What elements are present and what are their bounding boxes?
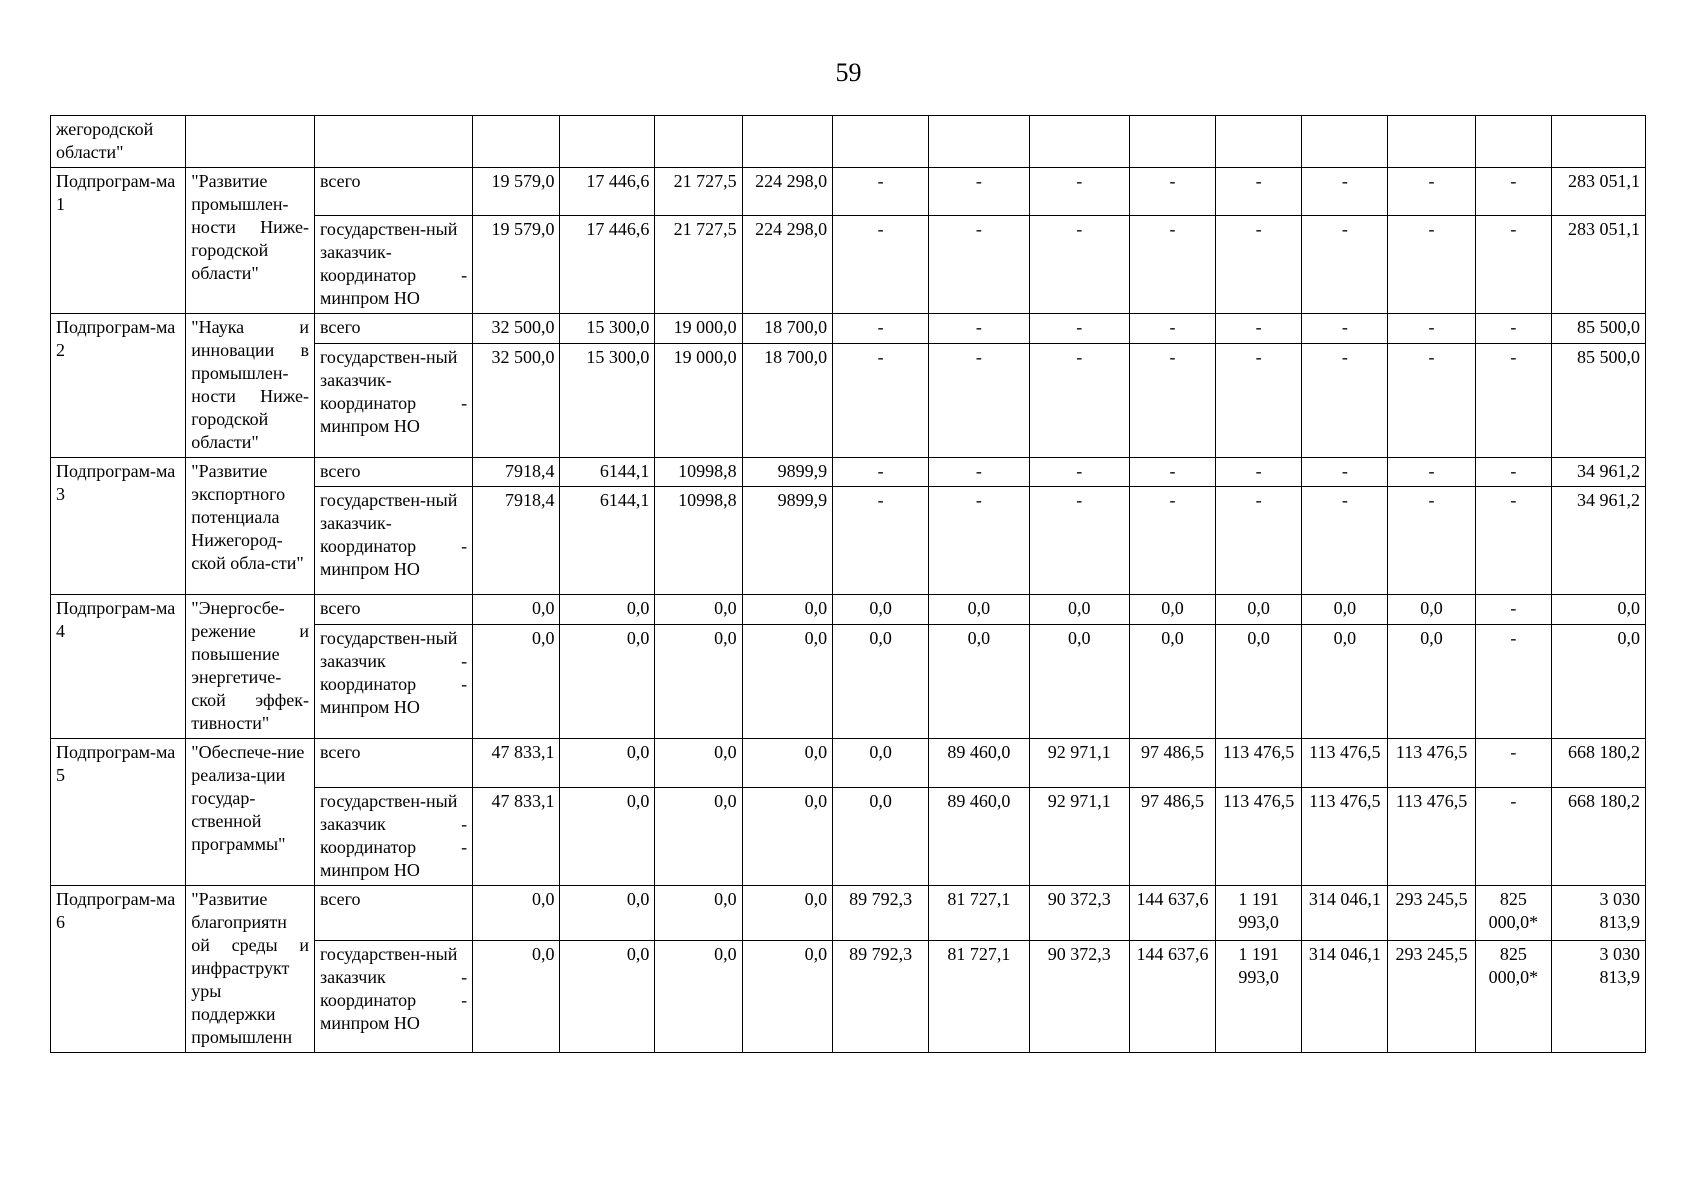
value-cell: - — [1029, 168, 1129, 216]
total-cell: 283 051,1 — [1552, 216, 1646, 314]
value-cell: 224 298,0 — [742, 168, 833, 216]
value-cell: 224 298,0 — [742, 216, 833, 314]
value-cell: - — [833, 314, 929, 344]
value-cell: - — [929, 458, 1029, 487]
value-cell: 0,0 — [560, 886, 655, 941]
continuation-row — [51, 116, 1646, 168]
value-cell: 0,0 — [833, 788, 929, 886]
total-cell: 668 180,2 — [1552, 739, 1646, 788]
value-cell: 0,0 — [833, 739, 929, 788]
value-cell: 0,0 — [473, 940, 560, 1052]
value-cell: - — [1302, 344, 1388, 458]
value-cell: 113 476,5 — [1302, 788, 1388, 886]
total-cell: 0,0 — [1552, 625, 1646, 739]
program-name-tail: жегородской области" — [51, 116, 186, 168]
subprogram-label: Подпрограм-ма 3 — [51, 458, 186, 595]
value-cell: - — [1216, 314, 1302, 344]
value-cell: 47 833,1 — [473, 788, 560, 886]
value-cell: 89 792,3 — [833, 940, 929, 1052]
value-cell: 90 372,3 — [1029, 886, 1129, 941]
subprogram-total-row — [51, 314, 1646, 344]
value-cell: 0,0 — [1388, 595, 1475, 625]
subprogram-name: "Обеспече-ние реализа-ции государ-ственной программы" — [186, 739, 315, 886]
value-cell: 19 000,0 — [655, 314, 742, 344]
value-cell: 19 000,0 — [655, 344, 742, 458]
value-cell: - — [1475, 168, 1551, 216]
value-cell: 6144,1 — [560, 487, 655, 595]
value-cell: - — [1129, 487, 1215, 595]
value-cell: - — [833, 344, 929, 458]
value-cell: 0,0 — [560, 595, 655, 625]
total-cell: 283 051,1 — [1552, 168, 1646, 216]
row-kind-customer: государствен-ный заказчик - координатор - минпром НО — [315, 940, 473, 1052]
value-cell: 0,0 — [1302, 595, 1388, 625]
subprogram-total-row — [51, 458, 1646, 487]
value-cell: - — [1216, 168, 1302, 216]
value-cell: 19 579,0 — [473, 168, 560, 216]
value-cell: 92 971,1 — [1029, 739, 1129, 788]
value-cell: 1 191 993,0 — [1216, 940, 1302, 1052]
value-cell: - — [929, 216, 1029, 314]
value-cell: 113 476,5 — [1388, 788, 1475, 886]
value-cell: - — [1388, 168, 1475, 216]
budget-table — [50, 115, 1646, 1053]
row-kind-total: всего — [315, 595, 473, 625]
value-cell: 0,0 — [560, 788, 655, 886]
value-cell: - — [1302, 168, 1388, 216]
value-cell: - — [1129, 314, 1215, 344]
value-cell: 92 971,1 — [1029, 788, 1129, 886]
value-cell: 0,0 — [1216, 625, 1302, 739]
value-cell: 0,0 — [742, 886, 833, 941]
value-cell: 113 476,5 — [1302, 739, 1388, 788]
value-cell: - — [1029, 458, 1129, 487]
value-cell: 293 245,5 — [1388, 940, 1475, 1052]
subprogram-total-row — [51, 739, 1646, 788]
value-cell: 9899,9 — [742, 458, 833, 487]
subprogram-name: "Развитие промышлен-ности Ниже-городской области" — [186, 168, 315, 314]
value-cell: - — [1129, 344, 1215, 458]
value-cell: - — [1216, 344, 1302, 458]
value-cell: 0,0 — [655, 886, 742, 941]
row-kind-customer: государствен-ный заказчик-координатор - минпром НО — [315, 487, 473, 595]
value-cell: 0,0 — [560, 739, 655, 788]
row-kind-customer: государствен-ный заказчик - координатор - минпром НО — [315, 788, 473, 886]
total-cell: 0,0 — [1552, 595, 1646, 625]
subprogram-label: Подпрограм-ма 6 — [51, 886, 186, 1053]
value-cell: - — [1216, 458, 1302, 487]
value-cell: 21 727,5 — [655, 216, 742, 314]
total-cell: 34 961,2 — [1552, 458, 1646, 487]
value-cell: 0,0 — [473, 595, 560, 625]
value-cell: 0,0 — [833, 595, 929, 625]
subprogram-total-row — [51, 168, 1646, 216]
subprogram-label: Подпрограм-ма 5 — [51, 739, 186, 886]
value-cell: 10998,8 — [655, 487, 742, 595]
value-cell: - — [1475, 595, 1551, 625]
value-cell: - — [833, 487, 929, 595]
value-cell: - — [1216, 487, 1302, 595]
value-cell: 97 486,5 — [1129, 739, 1215, 788]
value-cell: 0,0 — [655, 739, 742, 788]
value-cell: 81 727,1 — [929, 886, 1029, 941]
value-cell: 825 000,0* — [1475, 886, 1551, 941]
value-cell: - — [1475, 344, 1551, 458]
value-cell: 293 245,5 — [1388, 886, 1475, 941]
row-kind-customer: государствен-ный заказчик-координатор - минпром НО — [315, 216, 473, 314]
value-cell: - — [1302, 458, 1388, 487]
value-cell: 0,0 — [742, 739, 833, 788]
row-kind-total: всего — [315, 314, 473, 344]
total-cell: 85 500,0 — [1552, 314, 1646, 344]
value-cell: 0,0 — [1388, 625, 1475, 739]
value-cell: - — [1388, 216, 1475, 314]
value-cell: 0,0 — [1129, 595, 1215, 625]
value-cell: 21 727,5 — [655, 168, 742, 216]
row-kind-total: всего — [315, 739, 473, 788]
value-cell: 0,0 — [742, 625, 833, 739]
value-cell: - — [1029, 314, 1129, 344]
value-cell: 6144,1 — [560, 458, 655, 487]
row-kind-customer: государствен-ный заказчик-координатор - минпром НО — [315, 344, 473, 458]
subprogram-name: "Развитие благоприятн ой среды и инфраструкт уры поддержки промышленн — [186, 886, 315, 1053]
value-cell: 0,0 — [1216, 595, 1302, 625]
total-cell: 668 180,2 — [1552, 788, 1646, 886]
value-cell: 314 046,1 — [1302, 940, 1388, 1052]
value-cell: 0,0 — [655, 940, 742, 1052]
value-cell: - — [1388, 487, 1475, 595]
value-cell: - — [1475, 458, 1551, 487]
value-cell: - — [1029, 344, 1129, 458]
value-cell: 7918,4 — [473, 458, 560, 487]
value-cell: 90 372,3 — [1029, 940, 1129, 1052]
value-cell: - — [1029, 216, 1129, 314]
value-cell: 17 446,6 — [560, 216, 655, 314]
value-cell: 113 476,5 — [1388, 739, 1475, 788]
value-cell: 81 727,1 — [929, 940, 1029, 1052]
value-cell: - — [929, 168, 1029, 216]
value-cell: 15 300,0 — [560, 344, 655, 458]
value-cell: 19 579,0 — [473, 216, 560, 314]
value-cell: - — [1475, 216, 1551, 314]
total-cell: 85 500,0 — [1552, 344, 1646, 458]
row-kind-total: всего — [315, 458, 473, 487]
value-cell: - — [1302, 216, 1388, 314]
value-cell: 0,0 — [1129, 625, 1215, 739]
total-cell: 3 030 813,9 — [1552, 886, 1646, 941]
value-cell: 0,0 — [655, 595, 742, 625]
value-cell: - — [1475, 625, 1551, 739]
value-cell: 1 191 993,0 — [1216, 886, 1302, 941]
value-cell: - — [1475, 487, 1551, 595]
row-kind-customer: государствен-ный заказчик - координатор - минпром НО — [315, 625, 473, 739]
value-cell: - — [1216, 216, 1302, 314]
value-cell: - — [833, 216, 929, 314]
value-cell: - — [1388, 314, 1475, 344]
value-cell: 144 637,6 — [1129, 886, 1215, 941]
subprogram-name: "Энергосбе-режение и повышение энергетиче-ской эффек-тивности" — [186, 595, 315, 739]
value-cell: - — [833, 168, 929, 216]
page-number: 59 — [835, 58, 862, 87]
value-cell: 144 637,6 — [1129, 940, 1215, 1052]
value-cell: - — [1129, 458, 1215, 487]
value-cell: 32 500,0 — [473, 344, 560, 458]
value-cell: - — [929, 487, 1029, 595]
value-cell: 10998,8 — [655, 458, 742, 487]
total-cell: 34 961,2 — [1552, 487, 1646, 595]
value-cell: - — [833, 458, 929, 487]
value-cell: - — [929, 314, 1029, 344]
subprogram-label: Подпрограм-ма 2 — [51, 314, 186, 458]
value-cell: - — [929, 344, 1029, 458]
subprogram-label: Подпрограм-ма 1 — [51, 168, 186, 314]
value-cell: 97 486,5 — [1129, 788, 1215, 886]
value-cell: 15 300,0 — [560, 314, 655, 344]
value-cell: - — [1388, 458, 1475, 487]
value-cell: 0,0 — [655, 625, 742, 739]
value-cell: 0,0 — [742, 595, 833, 625]
value-cell: 47 833,1 — [473, 739, 560, 788]
value-cell: - — [1475, 314, 1551, 344]
value-cell: - — [1475, 788, 1551, 886]
row-kind-total: всего — [315, 168, 473, 216]
value-cell: - — [1129, 168, 1215, 216]
value-cell: - — [1029, 487, 1129, 595]
value-cell: - — [1302, 314, 1388, 344]
value-cell: 0,0 — [929, 595, 1029, 625]
value-cell: 113 476,5 — [1216, 788, 1302, 886]
value-cell: 32 500,0 — [473, 314, 560, 344]
value-cell: 0,0 — [742, 940, 833, 1052]
subprogram-name: "Развитие экспортного потенциала Нижегород-ской обла-сти" — [186, 458, 315, 595]
total-cell: 3 030 813,9 — [1552, 940, 1646, 1052]
value-cell: 18 700,0 — [742, 314, 833, 344]
value-cell: 89 460,0 — [929, 788, 1029, 886]
value-cell: - — [1475, 739, 1551, 788]
value-cell: 89 792,3 — [833, 886, 929, 941]
value-cell: 18 700,0 — [742, 344, 833, 458]
value-cell: 0,0 — [1029, 625, 1129, 739]
value-cell: 0,0 — [929, 625, 1029, 739]
value-cell: 825 000,0* — [1475, 940, 1551, 1052]
value-cell: 17 446,6 — [560, 168, 655, 216]
subprogram-total-row — [51, 886, 1646, 941]
subprogram-name: "Наука и инновации в промышлен-ности Ниже-городской области" — [186, 314, 315, 458]
value-cell: 0,0 — [473, 625, 560, 739]
value-cell: 0,0 — [742, 788, 833, 886]
value-cell: 0,0 — [1029, 595, 1129, 625]
value-cell: 0,0 — [1302, 625, 1388, 739]
row-kind-total: всего — [315, 886, 473, 941]
value-cell: 0,0 — [560, 625, 655, 739]
value-cell: 0,0 — [560, 940, 655, 1052]
value-cell: 0,0 — [655, 788, 742, 886]
subprogram-total-row — [51, 595, 1646, 625]
value-cell: 9899,9 — [742, 487, 833, 595]
value-cell: 7918,4 — [473, 487, 560, 595]
value-cell: - — [1129, 216, 1215, 314]
subprogram-label: Подпрограм-ма 4 — [51, 595, 186, 739]
value-cell: 314 046,1 — [1302, 886, 1388, 941]
value-cell: 0,0 — [833, 625, 929, 739]
value-cell: 0,0 — [473, 886, 560, 941]
value-cell: 89 460,0 — [929, 739, 1029, 788]
value-cell: 113 476,5 — [1216, 739, 1302, 788]
value-cell: - — [1388, 344, 1475, 458]
value-cell: - — [1302, 487, 1388, 595]
